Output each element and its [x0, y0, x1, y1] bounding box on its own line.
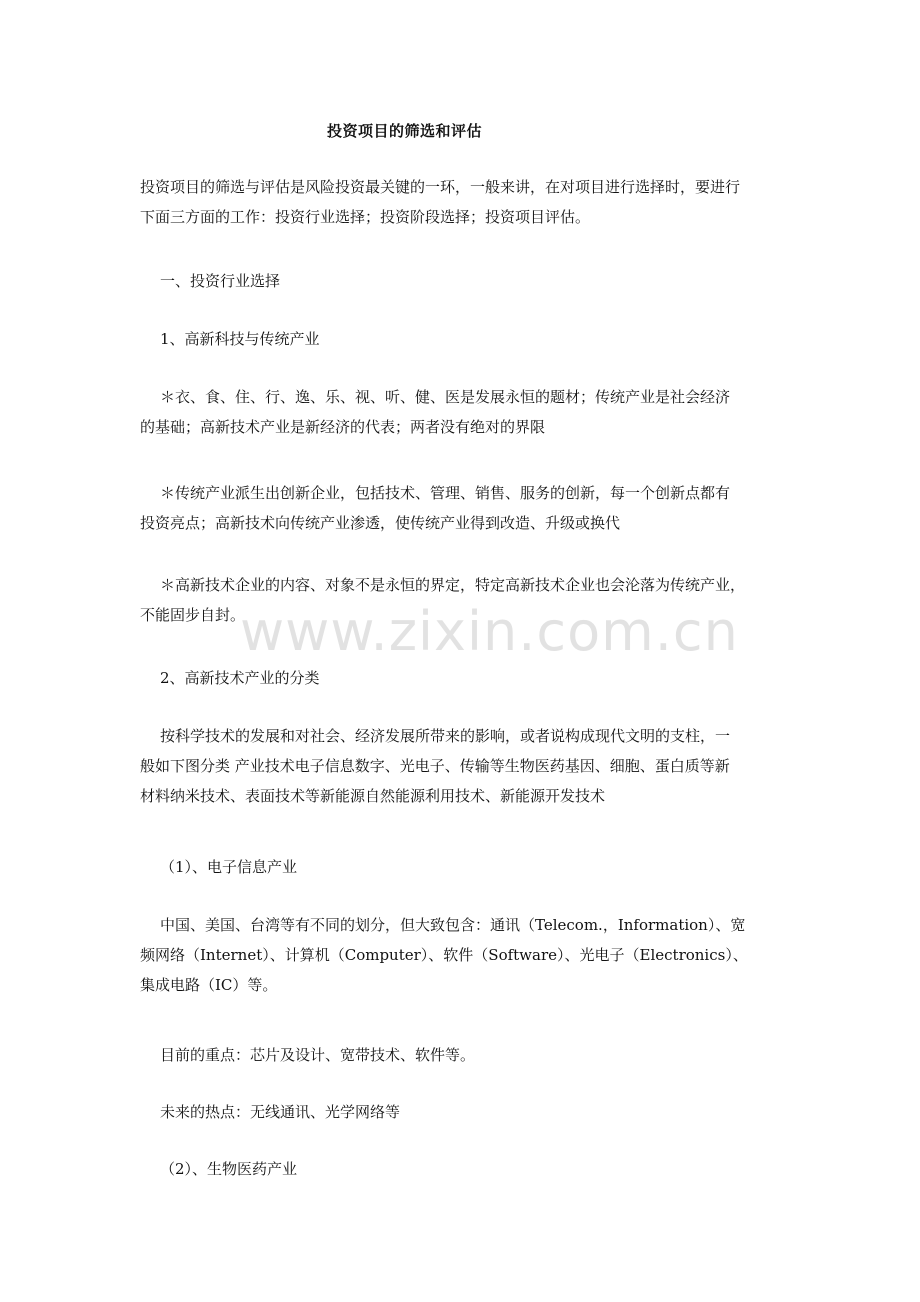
focus-future-block [140, 1097, 785, 1127]
classification-line-1: 按科学技术的发展和对社会、经济发展所带来的影响，或者说构成现代文明的支柱，一 [160, 727, 731, 745]
bullet3-line-2: 不能固步自封。 [140, 606, 246, 624]
document-title: 投资项目的筛选和评估 [327, 122, 483, 140]
intro-paragraph [140, 172, 785, 232]
item2-heading-block [140, 1154, 785, 1184]
item1-line-1: 中国、美国、台湾等有不同的划分，但大致包含：通讯（Telecom.，Information）、宽 [160, 916, 746, 934]
focus-now-block [140, 1040, 785, 1070]
sub1-heading-block [140, 324, 785, 354]
classification-line-3: 材料纳米技术、表面技术等新能源自然能源利用技术、新能源开发技术 [140, 787, 606, 805]
watermark-text: www.zixin.com.cn [240, 600, 739, 663]
classification-line-2: 般如下图分类 产业技术电子信息数字、光电子、传输等生物医药基因、细胞、蛋白质等新 [140, 757, 730, 775]
item1-line-3: 集成电路（IC）等。 [140, 976, 278, 994]
section1-heading-block [140, 266, 785, 296]
bullet1-line-2: 的基础；高新技术产业是新经济的代表；两者没有绝对的界限 [140, 418, 546, 436]
intro-line-2: 下面三方面的工作：投资行业选择；投资阶段选择；投资项目评估。 [140, 208, 591, 226]
classification-paragraph [140, 721, 785, 811]
bullet1-paragraph [140, 382, 785, 442]
bullet3-paragraph [140, 570, 785, 630]
intro-line-1: 投资项目的筛选与评估是风险投资最关键的一环，一般来讲，在对项目进行选择时，要进行 [140, 178, 741, 196]
sub2-heading: 2、高新技术产业的分类 [160, 669, 320, 687]
bullet2-paragraph [140, 478, 785, 538]
sub2-heading-block [140, 663, 785, 693]
sub1-heading: 1、高新科技与传统产业 [160, 330, 320, 348]
item1-heading-block [140, 852, 785, 882]
focus-future-text: 未来的热点：无线通讯、光学网络等 [160, 1103, 401, 1121]
item1-heading: （1）、电子信息产业 [160, 858, 298, 876]
item1-line-2: 频网络（Internet）、计算机（Computer）、软件（Software）、光电子（Electronics）、 [140, 946, 748, 964]
section1-heading: 一、投资行业选择 [160, 272, 281, 290]
item1-paragraph [140, 910, 785, 1000]
bullet3-line-1: ＊高新技术企业的内容、对象不是永恒的界定，特定高新技术企业也会沦落为传统产业， [160, 576, 746, 594]
item2-heading: （2）、生物医药产业 [160, 1160, 298, 1178]
bullet2-line-1: ＊传统产业派生出创新企业，包括技术、管理、销售、服务的创新，每一个创新点都有 [160, 484, 731, 502]
bullet2-line-2: 投资亮点；高新技术向传统产业渗透，使传统产业得到改造、升级或换代 [140, 514, 621, 532]
focus-now-text: 目前的重点：芯片及设计、宽带技术、软件等。 [160, 1046, 476, 1064]
bullet1-line-1: ＊衣、食、住、行、逸、乐、视、听、健、医是发展永恒的题材；传统产业是社会经济 [160, 388, 731, 406]
